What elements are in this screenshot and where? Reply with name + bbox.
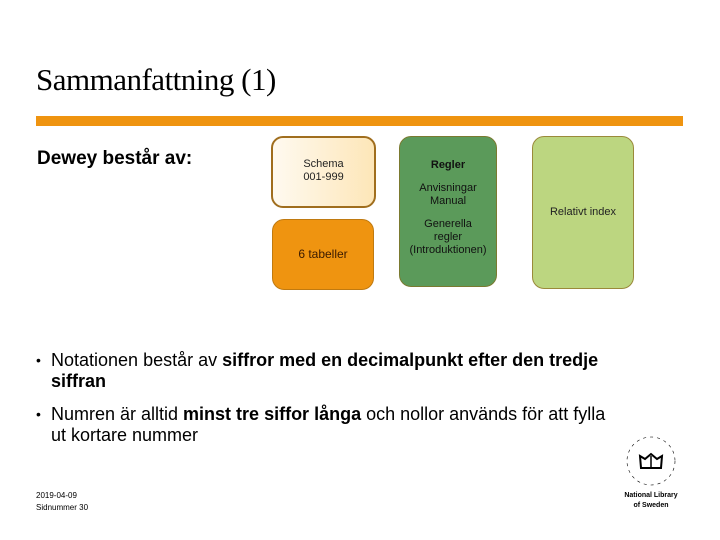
- kb-logo: [612, 432, 690, 512]
- bullet-item: [36, 404, 616, 446]
- regler-box: [399, 136, 497, 287]
- regler-text: Anvisningar: [419, 182, 477, 194]
- schema-range: 001-999: [303, 171, 344, 183]
- regler-text: Manual: [429, 195, 467, 207]
- bullet-text: och nollor används för att fylla ut kortare nummer: [51, 404, 606, 445]
- regler-text: Generella: [424, 218, 472, 230]
- bullet-bold-text: minst tre siffor långa: [183, 404, 362, 424]
- footer: [36, 490, 88, 514]
- subheading: Dewey består av:: [37, 148, 193, 169]
- bullet-bold-text: siffror med en decimalpunkt efter den tredje siffran: [51, 350, 599, 391]
- schema-label: Schema: [303, 158, 344, 170]
- tabeller-label: 6 tabeller: [298, 247, 348, 261]
- bullet-item: [36, 350, 616, 392]
- slide-title: Sammanfattning (1): [36, 62, 276, 97]
- footer-page-number: Sidnummer 30: [36, 503, 89, 512]
- regler-group-general: [409, 218, 486, 257]
- relativt-index-label: Relativt index: [549, 206, 617, 218]
- regler-text: regler: [433, 231, 463, 243]
- footer-date: 2019-04-09: [36, 491, 77, 500]
- regler-text: (Introduktionen): [409, 244, 487, 256]
- bullet-list: [36, 350, 616, 458]
- schema-box: [271, 136, 376, 208]
- regler-heading: Regler: [430, 159, 466, 171]
- accent-divider: [36, 116, 683, 126]
- crown-book-icon: [621, 432, 681, 490]
- relativt-index-box: [532, 136, 634, 289]
- logo-line2: of Sweden: [633, 502, 669, 509]
- logo-line1: National Library: [624, 492, 678, 499]
- bullet-text: Notationen består av: [51, 350, 223, 370]
- regler-group-manual: [419, 182, 476, 208]
- tabeller-box: [272, 219, 374, 290]
- bullet-text: Numren är alltid: [51, 404, 184, 424]
